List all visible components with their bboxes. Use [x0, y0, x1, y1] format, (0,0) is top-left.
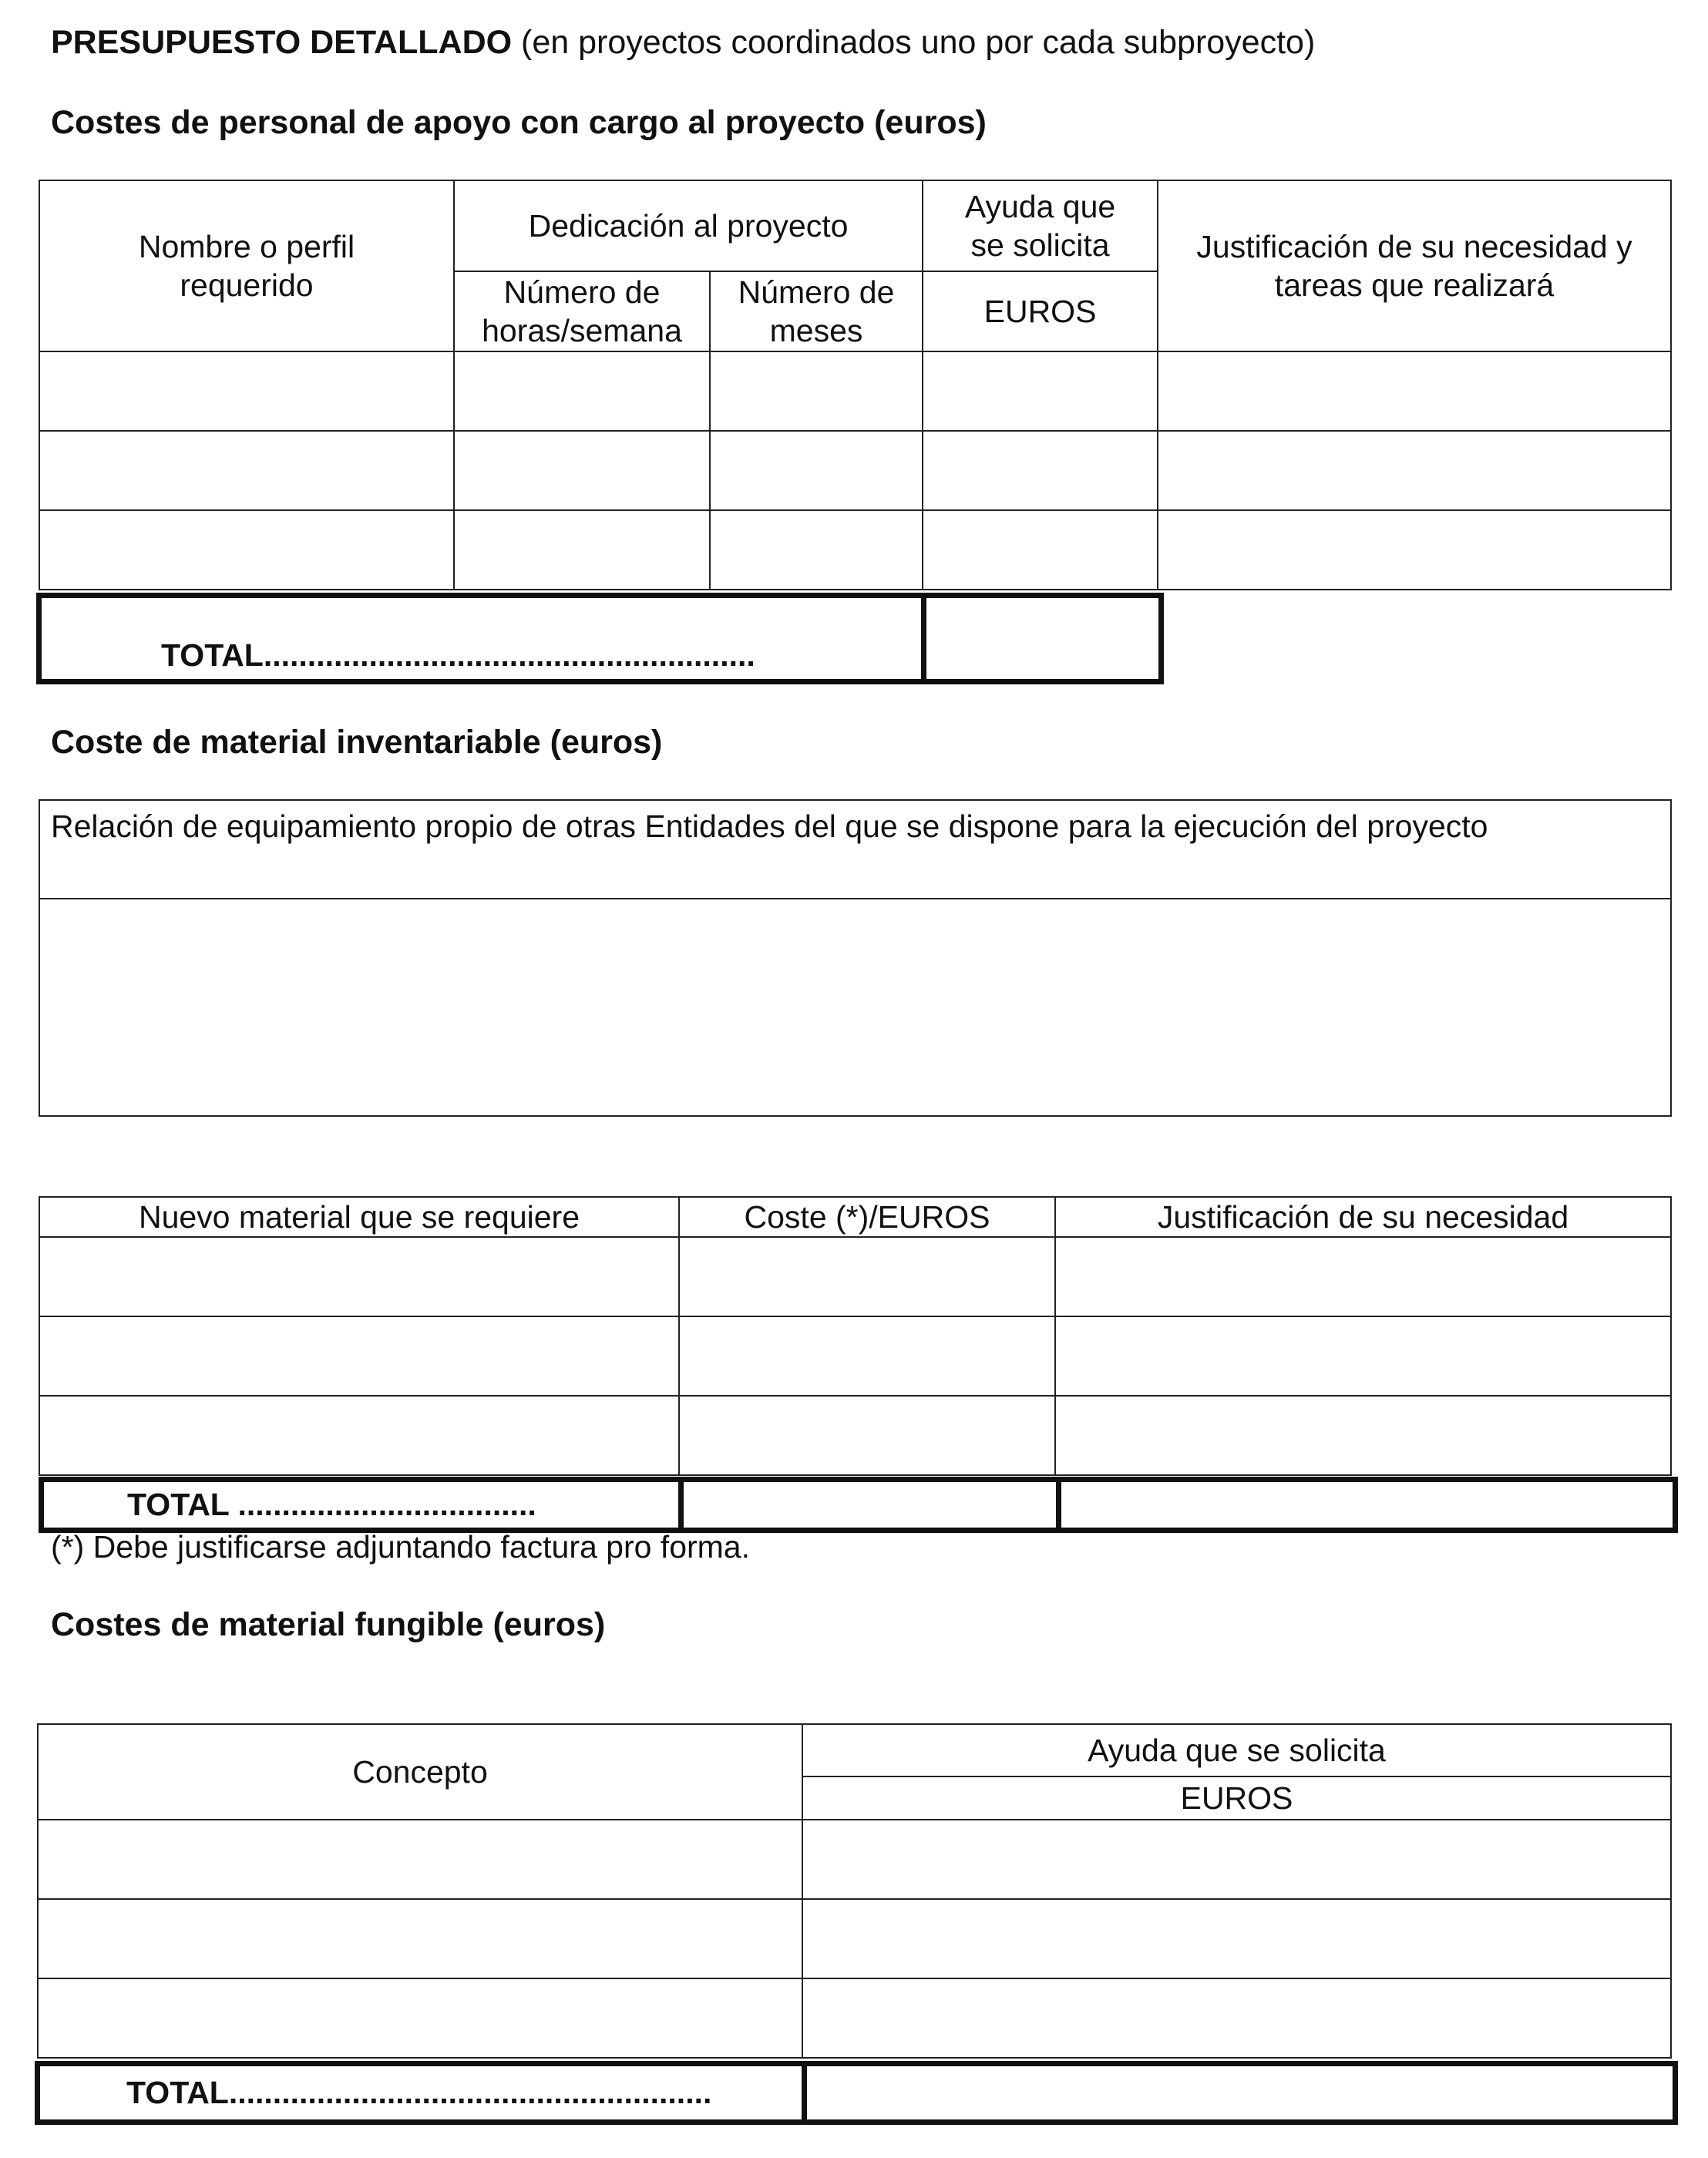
personal-cell-justificacion[interactable] [1158, 510, 1671, 590]
personal-cell-meses[interactable] [710, 351, 923, 431]
nuevo-cell-coste[interactable] [679, 1237, 1055, 1316]
nuevo-total-table [39, 1477, 1678, 1533]
fungible-total-value[interactable] [805, 2064, 1676, 2123]
personal-col-meses: Número de meses [710, 271, 923, 351]
nuevo-cell-coste[interactable] [679, 1316, 1055, 1396]
nuevo-cell-material[interactable] [39, 1237, 679, 1316]
table-row [39, 431, 1671, 510]
personal-cell-nombre[interactable] [39, 431, 454, 510]
personal-total-table [36, 593, 1164, 684]
personal-total-value[interactable] [924, 596, 1162, 682]
nuevo-cell-material[interactable] [39, 1316, 679, 1396]
table-row [38, 1899, 1671, 1978]
fungible-heading: Costes de material fungible (euros) [51, 1606, 606, 1643]
personal-cell-ayuda[interactable] [923, 351, 1158, 431]
fungible-total-label: TOTAL....................................................... [38, 2064, 805, 2123]
nuevo-total-justificacion[interactable] [1059, 1480, 1676, 1531]
personal-cell-nombre[interactable] [39, 510, 454, 590]
personal-cell-horas[interactable] [454, 510, 710, 590]
table-row [39, 351, 1671, 431]
nuevo-col-material: Nuevo material que se requiere [39, 1197, 679, 1237]
table-row [38, 1820, 1671, 1899]
nuevo-material-table [39, 1196, 1672, 1476]
equipamiento-field[interactable] [39, 899, 1671, 1116]
table-row [39, 1316, 1671, 1396]
inventariable-heading: Coste de material inventariable (euros) [51, 724, 663, 761]
personal-cell-horas[interactable] [454, 351, 710, 431]
personal-col-euros: EUROS [923, 271, 1158, 351]
fungible-cell-ayuda[interactable] [802, 1978, 1671, 2058]
personal-cell-ayuda[interactable] [923, 510, 1158, 590]
personal-col-justificacion: Justificación de su necesidad y tareas que realizará [1158, 180, 1671, 351]
page-title-bold: PRESUPUESTO DETALLADO [51, 24, 513, 61]
nuevo-cell-justificacion[interactable] [1055, 1396, 1671, 1475]
table-row [38, 1978, 1671, 2058]
fungible-col-euros: EUROS [802, 1776, 1671, 1820]
personal-col-ayuda: Ayuda que se solicita [923, 180, 1158, 271]
fungible-cell-ayuda[interactable] [802, 1899, 1671, 1978]
personal-cell-justificacion[interactable] [1158, 351, 1671, 431]
fungible-total-table [35, 2061, 1678, 2125]
personal-cell-nombre[interactable] [39, 351, 454, 431]
nuevo-cell-justificacion[interactable] [1055, 1316, 1671, 1396]
personal-cell-meses[interactable] [710, 431, 923, 510]
personal-total-label: TOTAL........................................................ [39, 596, 924, 682]
fungible-cell-concepto[interactable] [38, 1820, 802, 1899]
page-title-note: (en proyectos coordinados uno por cada subproyecto) [521, 24, 1316, 61]
personal-cell-horas[interactable] [454, 431, 710, 510]
nuevo-cell-coste[interactable] [679, 1396, 1055, 1475]
fungible-cell-concepto[interactable] [38, 1978, 802, 2058]
equipamiento-table [39, 799, 1672, 1117]
nuevo-cell-material[interactable] [39, 1396, 679, 1475]
fungible-col-ayuda: Ayuda que se solicita [802, 1724, 1671, 1776]
nuevo-cell-justificacion[interactable] [1055, 1237, 1671, 1316]
personal-col-dedicacion: Dedicación al proyecto [454, 180, 923, 271]
personal-cell-meses[interactable] [710, 510, 923, 590]
fungible-cell-concepto[interactable] [38, 1899, 802, 1978]
table-row [39, 1396, 1671, 1475]
fungible-cell-ayuda[interactable] [802, 1820, 1671, 1899]
personal-col-nombre: Nombre o perfil requerido [39, 180, 454, 351]
nuevo-total-label: TOTAL .................................. [42, 1480, 681, 1531]
equipamiento-label: Relación de equipamiento propio de otras Entidades del que se dispone para la ejecución del proyecto [39, 800, 1671, 899]
table-row [39, 510, 1671, 590]
personal-cell-justificacion[interactable] [1158, 431, 1671, 510]
nuevo-col-coste: Coste (*)/EUROS [679, 1197, 1055, 1237]
personal-table [39, 180, 1672, 590]
footnote: (*) Debe justificarse adjuntando factura pro forma. [51, 1529, 751, 1565]
personal-cell-ayuda[interactable] [923, 431, 1158, 510]
fungible-col-concepto: Concepto [38, 1724, 802, 1820]
fungible-table [37, 1723, 1672, 2059]
personal-heading: Costes de personal de apoyo con cargo al proyecto (euros) [51, 104, 987, 141]
table-row [39, 1237, 1671, 1316]
personal-col-horas: Número de horas/semana [454, 271, 710, 351]
nuevo-total-coste[interactable] [681, 1480, 1059, 1531]
nuevo-col-justificacion: Justificación de su necesidad [1055, 1197, 1671, 1237]
page-title [51, 25, 1315, 61]
